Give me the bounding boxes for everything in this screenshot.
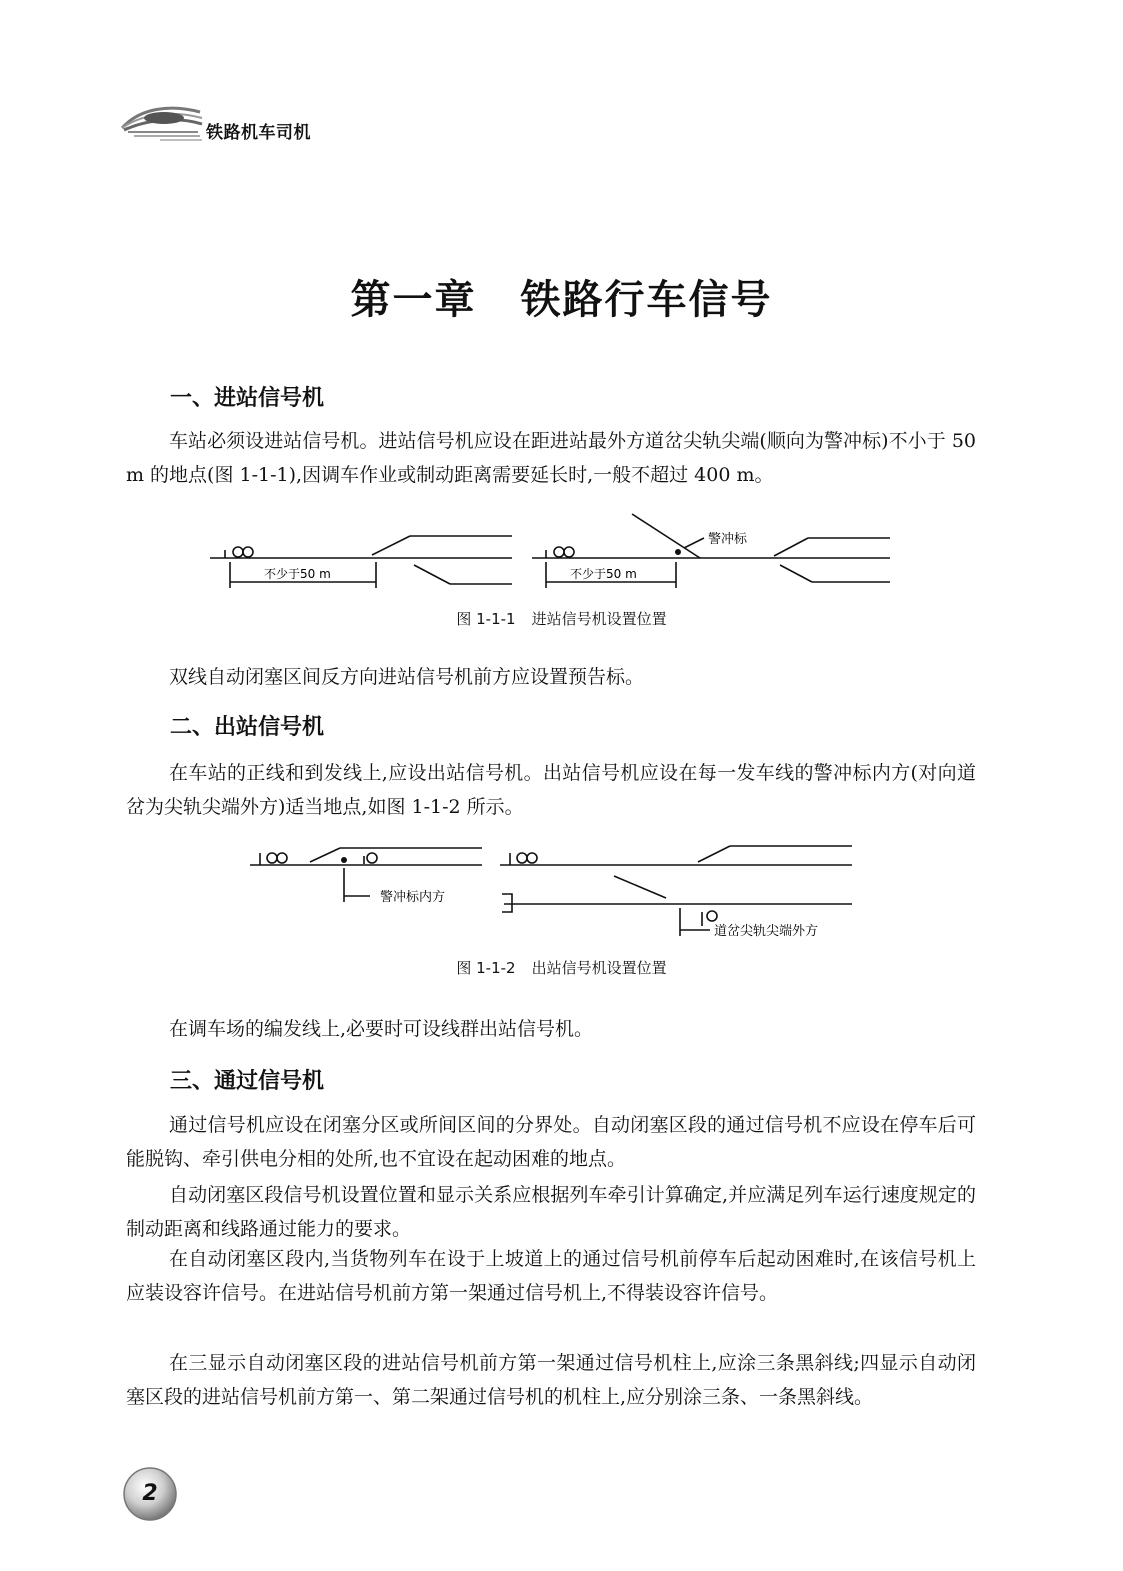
figure-1-1-1 xyxy=(200,510,900,600)
figure-label-clearance-marker: 警冲标 xyxy=(708,532,748,547)
section1-paragraph-2: 双线自动闭塞区间反方向进站信号机前方应设置预告标。 xyxy=(169,666,645,688)
caption-number: 图 1-1-1 xyxy=(456,610,516,628)
figure-1-1-2-caption xyxy=(0,957,1123,978)
section3-paragraph-3: 在自动闭塞区段内,当货物列车在设于上坡道上的通过信号机前停车后起动困难时,在该信号机上应装设容许信号。在进站信号机前方第一架通过信号机上,不得装设容许信号。 xyxy=(126,1248,976,1304)
section-heading-3: 三、通过信号机 xyxy=(170,1069,325,1094)
page-number: 2 xyxy=(142,1481,158,1506)
figure-1-1-2 xyxy=(240,836,860,946)
chapter-number: 第一章 xyxy=(350,277,477,323)
chapter-name: 铁路行车信号 xyxy=(520,277,773,323)
figure-1-1-1-caption xyxy=(0,608,1123,629)
book-title: 铁路机车司机 xyxy=(206,123,311,143)
section2-paragraph-1: 在车站的正线和到发线上,应设出站信号机。出站信号机应设在每一发车线的警冲标内方(对向道岔为尖轨尖端外方)适当地点,如图 1-1-2 所示。 xyxy=(126,762,976,818)
section-heading-2: 二、出站信号机 xyxy=(170,715,325,740)
caption-text: 出站信号机设置位置 xyxy=(531,959,667,977)
running-header xyxy=(120,98,420,148)
train-logo-icon xyxy=(120,98,204,144)
figure-label-min-distance-b: 不少于50 m xyxy=(570,567,637,581)
section-heading-1: 一、进站信号机 xyxy=(170,386,325,411)
section2-paragraph-2: 在调车场的编发线上,必要时可设线群出站信号机。 xyxy=(169,1018,594,1040)
figure-label-outside-switch-point: 道岔尖轨尖端外方 xyxy=(714,924,819,939)
figure-label-min-distance-a: 不少于50 m xyxy=(264,567,331,581)
page-number-badge xyxy=(122,1466,178,1522)
caption-text: 进站信号机设置位置 xyxy=(531,610,667,628)
section3-paragraph-4: 在三显示自动闭塞区段的进站信号机前方第一架通过信号机柱上,应涂三条黑斜线;四显示自动闭塞区段的进站信号机前方第一、第二架通过信号机的机柱上,应分别涂三条、一条黑斜线。 xyxy=(126,1352,976,1408)
section3-paragraph-2: 自动闭塞区段信号机设置位置和显示关系应根据列车牵引计算确定,并应满足列车运行速度规定的制动距离和线路通过能力的要求。 xyxy=(126,1184,976,1240)
chapter-title xyxy=(0,268,1123,325)
section3-paragraph-1: 通过信号机应设在闭塞分区或所间区间的分界处。自动闭塞区段的通过信号机不应设在停车后可能脱钩、牵引供电分相的处所,也不宜设在起动困难的地点。 xyxy=(126,1114,976,1170)
section1-paragraph-1: 车站必须设进站信号机。进站信号机应设在距进站最外方道岔尖轨尖端(顺向为警冲标)不小于 50 m 的地点(图 1-1-1),因调车作业或制动距离需要延长时,一般不超过 400 m。 xyxy=(126,430,976,486)
figure-label-inside-clearance: 警冲标内方 xyxy=(380,890,446,905)
caption-number: 图 1-1-2 xyxy=(456,959,516,977)
